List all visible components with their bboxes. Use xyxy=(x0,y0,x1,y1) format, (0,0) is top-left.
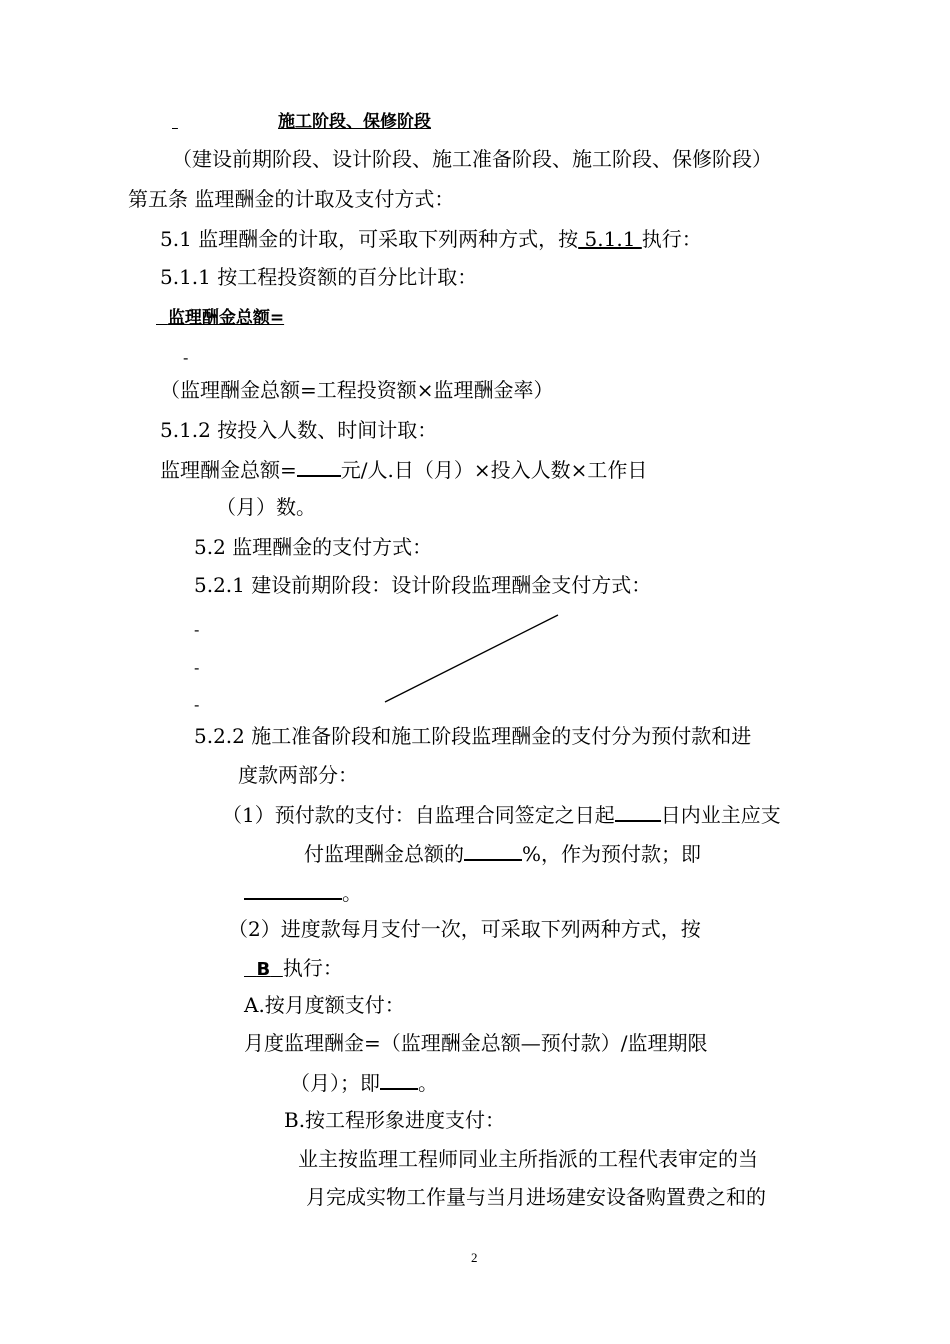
formula-2-cont: （月）数。 xyxy=(216,495,316,519)
header-stage-value: 施工阶段、保修阶段 xyxy=(278,112,431,132)
total-fee-label: 监理酬金总额= xyxy=(167,308,285,328)
dash-4: - xyxy=(194,695,200,714)
article5-title: 第五条 监理酬金的计取及支付方式： xyxy=(128,187,455,211)
prepay-line-b: 付监理酬金总额的 %，作为预付款；即 xyxy=(304,842,702,866)
section-5-2-2-a: 5.2.2 施工准备阶段和施工阶段监理酬金的支付分为预付款和进 xyxy=(194,724,752,748)
monthly-fee: 月度监理酬金=（监理酬金总额—预付款）/监理期限 xyxy=(244,1031,708,1055)
progress-line-b: B 执行： xyxy=(244,956,343,982)
dash-2: - xyxy=(194,620,200,639)
section-5-2-2-b: 度款两部分： xyxy=(238,763,358,787)
formula-1: （监理酬金总额=工程投资额×监理酬金率） xyxy=(160,378,554,402)
dash-3: - xyxy=(194,658,200,677)
formula-2: 监理酬金总额= 元/人.日（月）×投入人数×工作日 xyxy=(160,458,648,482)
option-b-text-2: 月完成实物工作量与当月进场建安设备购置费之和的 xyxy=(306,1185,766,1209)
option-a-title: A.按月度额支付： xyxy=(244,993,405,1017)
section-5-2-1: 5.2.1 建设前期阶段：设计阶段监理酬金支付方式： xyxy=(194,573,652,597)
dash-1: - xyxy=(183,348,189,367)
option-b-title: B.按工程形象进度支付： xyxy=(284,1108,506,1132)
section-5-1-choice: 5.1.1 xyxy=(578,227,642,251)
progress-line-a: （2）进度款每月支付一次，可采取下列两种方式，按 xyxy=(228,917,701,941)
option-b-text-1: 业主按监理工程师同业主所指派的工程代表审定的当 xyxy=(298,1147,758,1171)
section-5-1-1: 5.1.1 按工程投资额的百分比计取： xyxy=(160,265,478,289)
section-5-1-2: 5.1.2 按投入人数、时间计取： xyxy=(160,418,438,442)
section-5-1-text: 5.1 监理酬金的计取，可采取下列两种方式，按 xyxy=(160,227,579,251)
stage-options: （建设前期阶段、设计阶段、施工准备阶段、施工阶段、保修阶段） xyxy=(172,147,772,171)
progress-choice: B xyxy=(256,959,271,980)
blank-prepay-amount xyxy=(244,880,342,900)
prepay-line-a: （1）预付款的支付：自监理合同签定之日起 日内业主应支 xyxy=(222,803,781,827)
blank-percent xyxy=(464,841,522,861)
page-number: 2 xyxy=(471,1250,478,1265)
blank-days xyxy=(615,802,661,822)
monthly-fee-cont: （月）；即 。 xyxy=(290,1071,438,1095)
section-5-2: 5.2 监理酬金的支付方式： xyxy=(194,535,433,559)
blank-monthly xyxy=(380,1070,418,1090)
prepay-line-c: 。 xyxy=(244,880,362,905)
section-5-1-post: 执行： xyxy=(641,227,702,251)
